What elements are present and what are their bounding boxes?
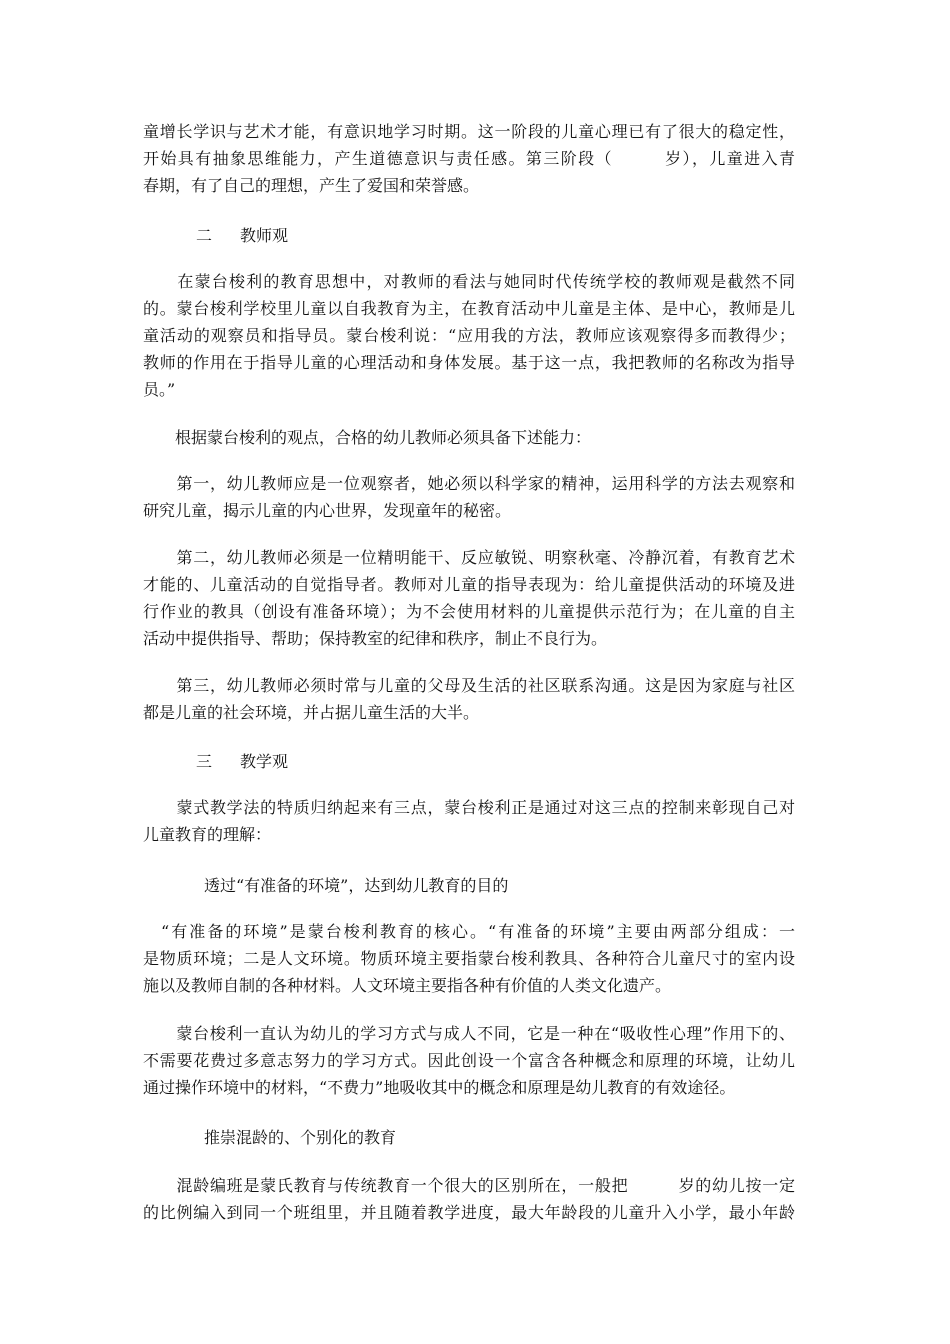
text-line: 员。” [143,380,176,399]
text-line: 活动中提供指导、帮助；保持教室的纪律和秩序，制止不良行为。 [143,629,608,648]
text-line: 行作业的教具（创设有准备环境）；为不会使用材料的儿童提供示范行为；在儿童的自主 [143,602,795,621]
text-line: 童活动的观察员和指导员。蒙台梭利说：“应用我的方法，教师应该观察得多而教得少； [143,326,795,345]
paragraph-mixed-age-class [143,1172,795,1226]
text-line: 混龄编班是蒙氏教育与传统教育一个很大的区别所在，一般把 岁的幼儿按一定 [143,1176,795,1195]
text-line: 第三，幼儿教师必须时常与儿童的父母及生活的社区联系沟通。这是因为家庭与社区 [143,676,795,695]
text-line: 教师的作用在于指导儿童的心理活动和身体发展。基于这一点，我把教师的名称改为指导 [143,353,795,372]
section-number: 二 [196,226,213,245]
paragraph-teacher-concept [143,268,795,403]
paragraph-ability-three [143,672,795,726]
text-line: 蒙式教学法的特质归纳起来有三点，蒙台梭利正是通过对这三点的控制来彰现自己对 [143,798,795,817]
text-line: “有准备的环境”是蒙台梭利教育的核心。“有准备的环境”主要由两部分组成：一 [143,922,795,941]
text-line: 是物质环境；二是人文环境。物质环境主要指蒙台梭利教具、各种符合儿童尺寸的室内设 [143,949,795,968]
text-line: 施以及教师自制的各种材料。人文环境主要指各种有价值的人类文化遗产。 [143,976,672,995]
text-line: 不需要花费过多意志努力的学习方式。因此创设一个富含各种概念和原理的环境，让幼儿 [143,1051,795,1070]
subheading-mixed-age [204,1124,396,1151]
paragraph-absorbent-mind [143,1020,795,1101]
text-line: 才能的、儿童活动的自觉指导者。教师对儿童的指导表现为：给儿童提供活动的环境及进 [143,575,795,594]
paragraph-teaching-method-features [143,794,795,848]
text-line: 的。蒙台梭利学校里儿童以自我教育为主，在教育活动中儿童是主体、是中心，教师是儿 [143,299,795,318]
text-line: 春期，有了自己的理想，产生了爱国和荣誉感。 [143,176,480,195]
subheading-title: 推崇混龄的、个别化的教育 [204,1128,397,1147]
text-line: 蒙台梭利一直认为幼儿的学习方式与成人不同，它是一种在“吸收性心理”作用下的、 [143,1024,795,1043]
subheading-prepared-environment [204,872,508,899]
subheading-title: 透过“有准备的环境”，达到幼儿教育的目的 [204,876,509,895]
text-line: 根据蒙台梭利的观点，合格的幼儿教师必须具备下述能力： [143,428,592,447]
section-title: 教学观 [240,752,289,771]
section-title: 教师观 [240,226,289,245]
text-line: 第一，幼儿教师应是一位观察者，她必须以科学家的精神，运用科学的方法去观察和 [143,474,795,493]
paragraph-ability-one [143,470,795,524]
paragraph-ability-two [143,544,795,652]
section-heading-teaching-view [196,748,288,775]
text-line: 都是儿童的社会环境，并占据儿童生活的大半。 [143,703,480,722]
section-number: 三 [196,752,213,771]
text-line: 童增长学识与艺术才能，有意识地学习时期。这一阶段的儿童心理已有了很大的稳定性， [143,122,795,141]
text-line: 研究儿童，揭示儿童的内心世界，发现童年的秘密。 [143,501,512,520]
text-line: 的比例编入到同一个班组里，并且随着教学进度，最大年龄段的儿童升入小学，最小年龄 [143,1203,795,1222]
text-line: 开始具有抽象思维能力，产生道德意识与责任感。第三阶段（ 岁），儿童进入青 [143,149,795,168]
text-line: 通过操作环境中的材料，“不费力”地吸收其中的概念和原理是幼儿教育的有效途径。 [143,1078,736,1097]
text-line: 在蒙台梭利的教育思想中，对教师的看法与她同时代传统学校的教师观是截然不同 [143,272,795,291]
paragraph-teacher-abilities-intro [143,424,795,451]
paragraph-prepared-environment [143,918,795,999]
text-line: 第二，幼儿教师必须是一位精明能干、反应敏锐、明察秋毫、冷静沉着，有教育艺术 [143,548,795,567]
text-line: 儿童教育的理解： [143,825,272,844]
paragraph-development-stages [143,118,795,199]
section-heading-teacher-view [196,222,288,249]
